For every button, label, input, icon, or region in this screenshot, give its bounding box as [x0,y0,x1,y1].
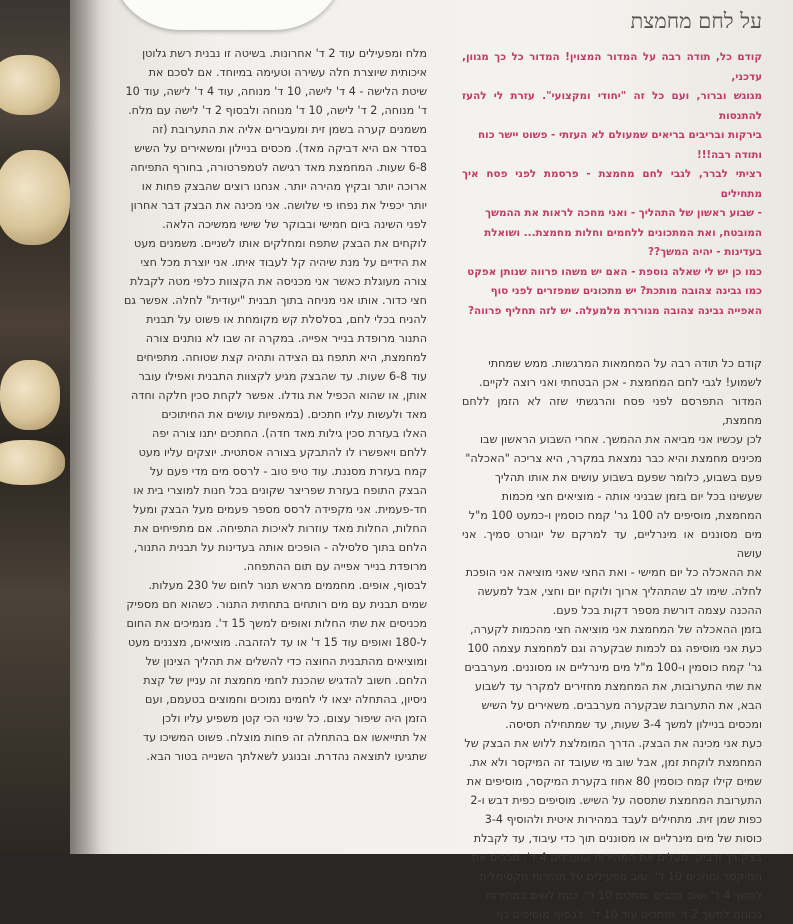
text-line: הלחם. חשוב להדגיש שהכנת לחמי מחמצת זה עניין של קצת [143,674,427,687]
text-line: כפות שמן זית. מתחילים לעבד במהירות איטית ולהוסיף 3-4 [484,813,762,826]
text-line: הבצק התופח בעזרת שפריצר שקונים בכל חנות למוצרי בית או [133,484,427,497]
text-line: המדור התפרסם לפני פסח והרגשתי שזה לא הזמן ללחם מחמצת, [462,395,762,427]
text-line: ותודה רבה!!! [696,148,762,161]
text-line: ומכסים בניילון למשך 3-4 שעות, עד שמתחילה תסיסה. [505,718,762,731]
text-line: לשמוע! לגבי לחם המחמצת - אכן הבטחתי ואני רוצה לקיים. [478,376,762,389]
text-line: שתגיעו לתוצאה נהדרת. ובנוגע לשאלתך השנייה בטור הבא. [146,750,427,763]
right-column [462,9,762,924]
text-line: את ההאכלה כל יום חמישי - ואת החצי שאני מוציאה אני הופכת [465,566,762,579]
text-line: שעשינו בכל יום בזמן שבניני אותה - מוציאים חצי מכמות [501,490,762,503]
bread-photo-strip [0,0,78,854]
text-line: מאד ולעשות עליו חתכים. (במאפיות עושים את החיתוכים [161,408,427,421]
text-line: בירקות ובריבים בריאים שמעולם לא העזתי - פשוט יישר כוח [477,129,762,141]
text-line: ל-180 ואופים עוד 15 ד' או עד להזהבה. מוציאים, מצננים מעט [128,636,427,649]
text-line: שמים קילו קמח כוסמין 80 אחוז בקערת המיקסר, מוסיפים את [466,775,762,788]
text-line: לכן עכשיו אני מביאה את ההמשך. אחרי השבוע הראשון שבו [479,433,762,446]
text-line: פעם בשבוע, כלומר שפעם בשבוע עושים את אותו תהליך [494,471,762,484]
text-line: התערובת המחמצת שתססה על השיש. מוסיפים כפית דבש ו-2 [470,794,762,807]
text-line: הלחם בתוך סלסילה - הופכים אותה בעדינות על תבנית התנור, [133,541,427,554]
text-line: כמו גבינה צהובה מותכת? יש מתכונים שמפזרים לפני סוף [490,285,762,297]
text-line: אל תתייאשו אם בהתחלה זה פחות מוצלח. פשוט המשיכו עד [142,731,427,744]
text-line: יותר יכפיל את נפחו פי שלושה. אני מכינה את הבצק דבר אחרון [130,199,427,212]
text-line: רציתי לברר, לגבי לחם מחמצת - פרסמת לפני פסח איך מתחילים [462,168,762,200]
text-line: האלו בעזרת סכין גילות מאד חדה). החתכים יתנו צורה יפה [152,427,427,440]
text-line: גר' קמח כוסמין ו-100 מ"ל מים מינרליים או מסוננים. מערבבים [464,661,762,674]
reader-question [462,48,762,321]
text-line: גבוהה למשך 2 ד' ומחכים עוד 10 ד'. לבסוף מוסיפים כף [495,908,762,921]
text-line: בסדר אם היא דביקה מאד). מכסים בניילון ומשאירים על השיש [134,142,427,155]
magazine-page [70,0,793,921]
left-column [102,44,427,766]
text-line: לוקחים את הבצק שתפח ומחלקים אותו לשניים. משמנים מעט [133,237,427,250]
text-line: התנור מרופדת בנייר אפייה. במקרה זה שבו לא נותנים צורה [145,332,427,345]
text-line: את שתי התערובות, את המחמצת מחזירים למקרר עד לשבוע [474,680,762,693]
text-line: החלות, החלות מאד עוזרות לאיכות התפיחה. אם מתפיחים את [134,522,427,535]
text-line: האפייה גבינה צהובה מגוררת מלמעלה. יש לזה תחליף פרווה? [467,304,762,317]
text-line: למחמצת, היא תתפח גם הצידה ותהיה קצת שטוחה. מתפיחים [136,351,427,364]
bread-roll-image [0,150,70,245]
text-line: קודם כל תודה רבה על המחמאות המרגשות. ממש שמחתי [488,357,762,370]
text-line: עוד 6-8 שעות. עד שהבצק מגיע לקצוות התבנית ואפילו עובר [138,370,427,383]
text-line: כעת אני מכינה את הבצק. הדרך המומלצת ללוש את הבצק של [464,737,762,750]
plate-image [110,0,345,30]
text-line: המחמצת לוקחת זמן, אבל שוב מי שעובד זה המיקסר ולא את. [468,756,762,769]
text-line: חצי כדור. אותו אני מניחה בתוך תבנית "יעודית" לחלה. אפשר גם [123,294,427,307]
text-line: למשך 4 ד' ושוב מכבים ומחכים 10 ד'. כעת לשים במהירות [485,889,762,902]
text-line: קמח בעזרת מסננת. עוד טיפ טוב - לרסס מים מדי פעם על [149,465,427,478]
text-line: את הידיים על מנת שיהיה קל לעבוד איתו. אני יוצרת מכל חצי [140,256,427,269]
text-line: כמו כן יש לי שאלה נוספת - האם יש משהו פרווה שנותן אפקט [467,265,762,278]
text-line: לבסוף, אופים. מחממים מראש תנור לחום של 230 מעלות. [148,579,427,592]
text-line: מגוגש וברור, ועם כל זה "יחודי ומקצועי". עזרת לי להעז להתנסות [462,90,762,122]
text-line: המובטח, ואת המתכונים ללחמים וחלות מחמצת... ושואלת [484,226,762,239]
text-line: ד' מנוחה, 2 ד' לישה, 10 ד' מנוחה ולבסוף 2 ד' לישה עם מלח. [128,104,427,117]
text-line: - שבוע ראשון של התהליך - ואני מחכה לראות את ההמשך [485,207,762,219]
text-line: ומוציאים מהתבנית החוצה כדי להשלים את תהליך הצינון של [145,655,427,668]
text-line: שיטת הלישה - 4 ד' לישה, 10 ד' מנוחה, עוד 4 ד' לישה, עוד 10 [125,85,427,98]
text-line: לחלה. שימו לב שהתהליך ארוך ולוקח יום וחצי, אבל למעשה [477,585,762,598]
text-line: מרופדת בנייר אפייה עם תום ההתפחה. [243,560,427,573]
text-line: הזמן היה שיפור עצום. כל שינוי הכי קטן משפיע עליו ולכן [162,712,427,725]
text-line: ללחם ויאפשרו לו להתבקע בצורה אסתטית. יוצקים עליו מעט [138,446,427,459]
page-fold-shadow [70,0,100,854]
text-line: 6-8 שעות. המחמצת מאד רגישה לטמפרטורה, בחורף התפיחה [130,161,427,174]
text-line: שמים תבנית עם מים רותחים בתחתית התנור. כשהוא חם מספיק [126,598,427,611]
text-line: איכותית שיוצרת חלה עשירה וטעימה במיוחד. אם לסכם את [148,66,427,79]
text-line: צורה מעוגלת כאשר אני מכניסה את הקצוות כלפי מטה לקבלת [129,275,427,288]
bread-roll-image [0,360,60,430]
text-line: ארוכה יותר ובקיץ מהירה יותר. אנחנו רוצים שהבצק פחות או [141,180,427,193]
text-line: המחמצת, מוסיפים לה 100 גר' קמח כוסמין ו-כמעט 100 מ"ל [468,509,762,522]
text-line: מים מסוננים או מינרליים, עד למרקם של יוגורט סמיך. אני עושה [462,528,762,560]
text-line: הבא, את התערובת שבקערה מערבבים. משאירים על השיש [481,699,762,712]
text-line: המיקסר ומחכים 10 ד'. שוב מפעילים על מהירות מקסימלית [479,870,762,883]
left-body-text [102,44,427,766]
text-line: כוסות של מים מינרליים או מסוננים תוך כדי עיבוד, עד לקבלת [473,832,762,845]
text-line: חד-פעמית. אני מקפידה לרסס מספר פעמים מעל הבצק ומעל [133,503,427,516]
text-line: כעת אני מוסיפה גם לכמות שבקערה וגם למחמצת עצמה 100 [467,642,762,655]
text-line: מכינים מחמצת והיא כבר נמצאת במקרר, היא צריכה "האכלה" [465,452,762,465]
bread-roll-image [0,440,65,485]
text-line: בזמן ההאכלה של המחמצת אני מוציאה חצי מהכמות לקערה, [470,623,762,636]
text-line: קודם כל, תודה רבה על המדור המצוין! המדור כל כך מגוון, עדכני, [462,51,762,83]
text-line: ניסיון, בהתחלה יצאו לי לחמים נמוכים וחמוצים בטעמם, ועם [145,693,427,706]
text-line: ההכנה עצמה דורשת מספר דקות בכל פעם. [552,604,762,617]
right-body-text [462,354,762,924]
text-line: מלח ומפעילים עוד 2 ד' אחרונות. בשיטה זו נבנית רשת גלוטן [142,47,427,60]
article-title: על לחם מחמצת [630,9,762,33]
text-line: לפני השינה ביום חמישי ובבוקר של שישי ממשיכה הלאה. [162,218,427,231]
text-line: בעדינות - יהיה המשך?? [648,246,762,258]
bread-roll-image [0,55,60,115]
text-line: מכניסים את שתי החלות ואופים למשך 15 ד'. מנמיכים את החום [126,617,427,630]
text-line: משמנים קערה בשמן זית ומעבירים אליה את התערובת (זה [151,123,427,136]
text-line: להניח בכלי לחם, בסלסלת קש מקומחת או פשוט על תבנית [146,313,427,326]
text-line: בצק רך ודביק. מעלים את המהירות ומעבדים 4 ד', מכבים את [471,851,762,864]
text-line: אותן, או שהוא הכפיל את גודלו. אפשר לקחת סכין חלקה וחדה [130,389,427,402]
